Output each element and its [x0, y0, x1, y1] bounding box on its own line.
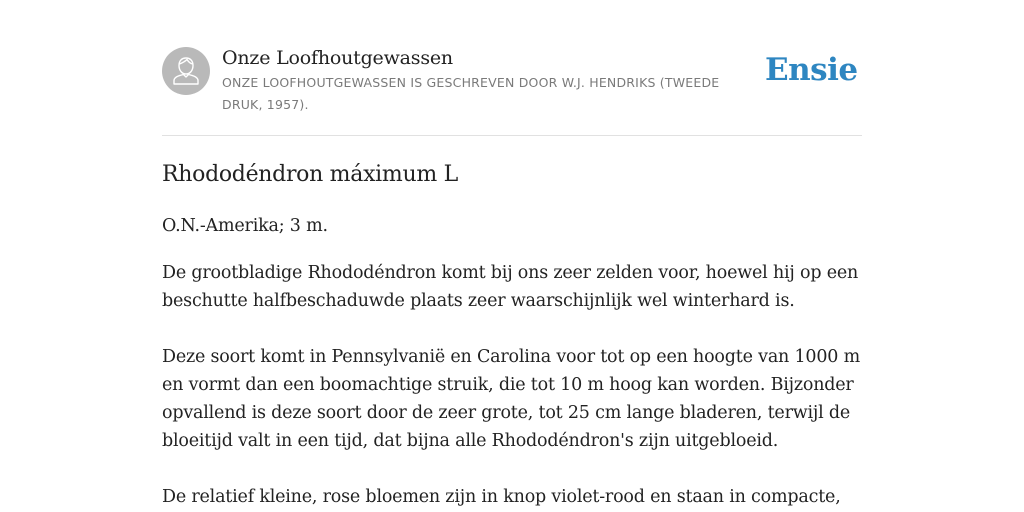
source-description: ONZE LOOFHOUTGEWASSEN IS GESCHREVEN DOOR W.J. HENDRIKS (TWEEDE DRUK, 1957).: [222, 75, 720, 112]
source-title[interactable]: Onze Loofhoutgewassen: [222, 47, 453, 69]
entry-title: Rhododéndron máximum L: [162, 162, 458, 187]
paragraph: Deze soort komt in Pennsylvanië en Carolina voor tot op een hoogte van 1000 m en vormt dan een boomachtige struik, die tot 10 m hoog kan worden. Bijzonder opvallend is deze soort door de zeer grote, tot 25 cm lange bladeren, terwijl de bloeitijd valt in een tijd, dat bijna alle Rhododéndron's zijn uitgebloeid.: [162, 347, 860, 451]
paragraph: O.N.-Amerika; 3 m.: [162, 216, 328, 236]
ensie-logo[interactable]: Ensie: [765, 52, 858, 88]
paragraph: De relatief kleine, rose bloemen zijn in knop violet-rood en staan in compacte,: [162, 487, 841, 507]
user-icon[interactable]: [162, 47, 210, 95]
header-divider: [162, 135, 862, 136]
source-header: [162, 46, 862, 116]
paragraph: De grootbladige Rhododéndron komt bij ons zeer zelden voor, hoewel hij op een beschutte halfbeschaduwde plaats zeer waarschijnlijk wel winterhard is.: [162, 263, 859, 311]
